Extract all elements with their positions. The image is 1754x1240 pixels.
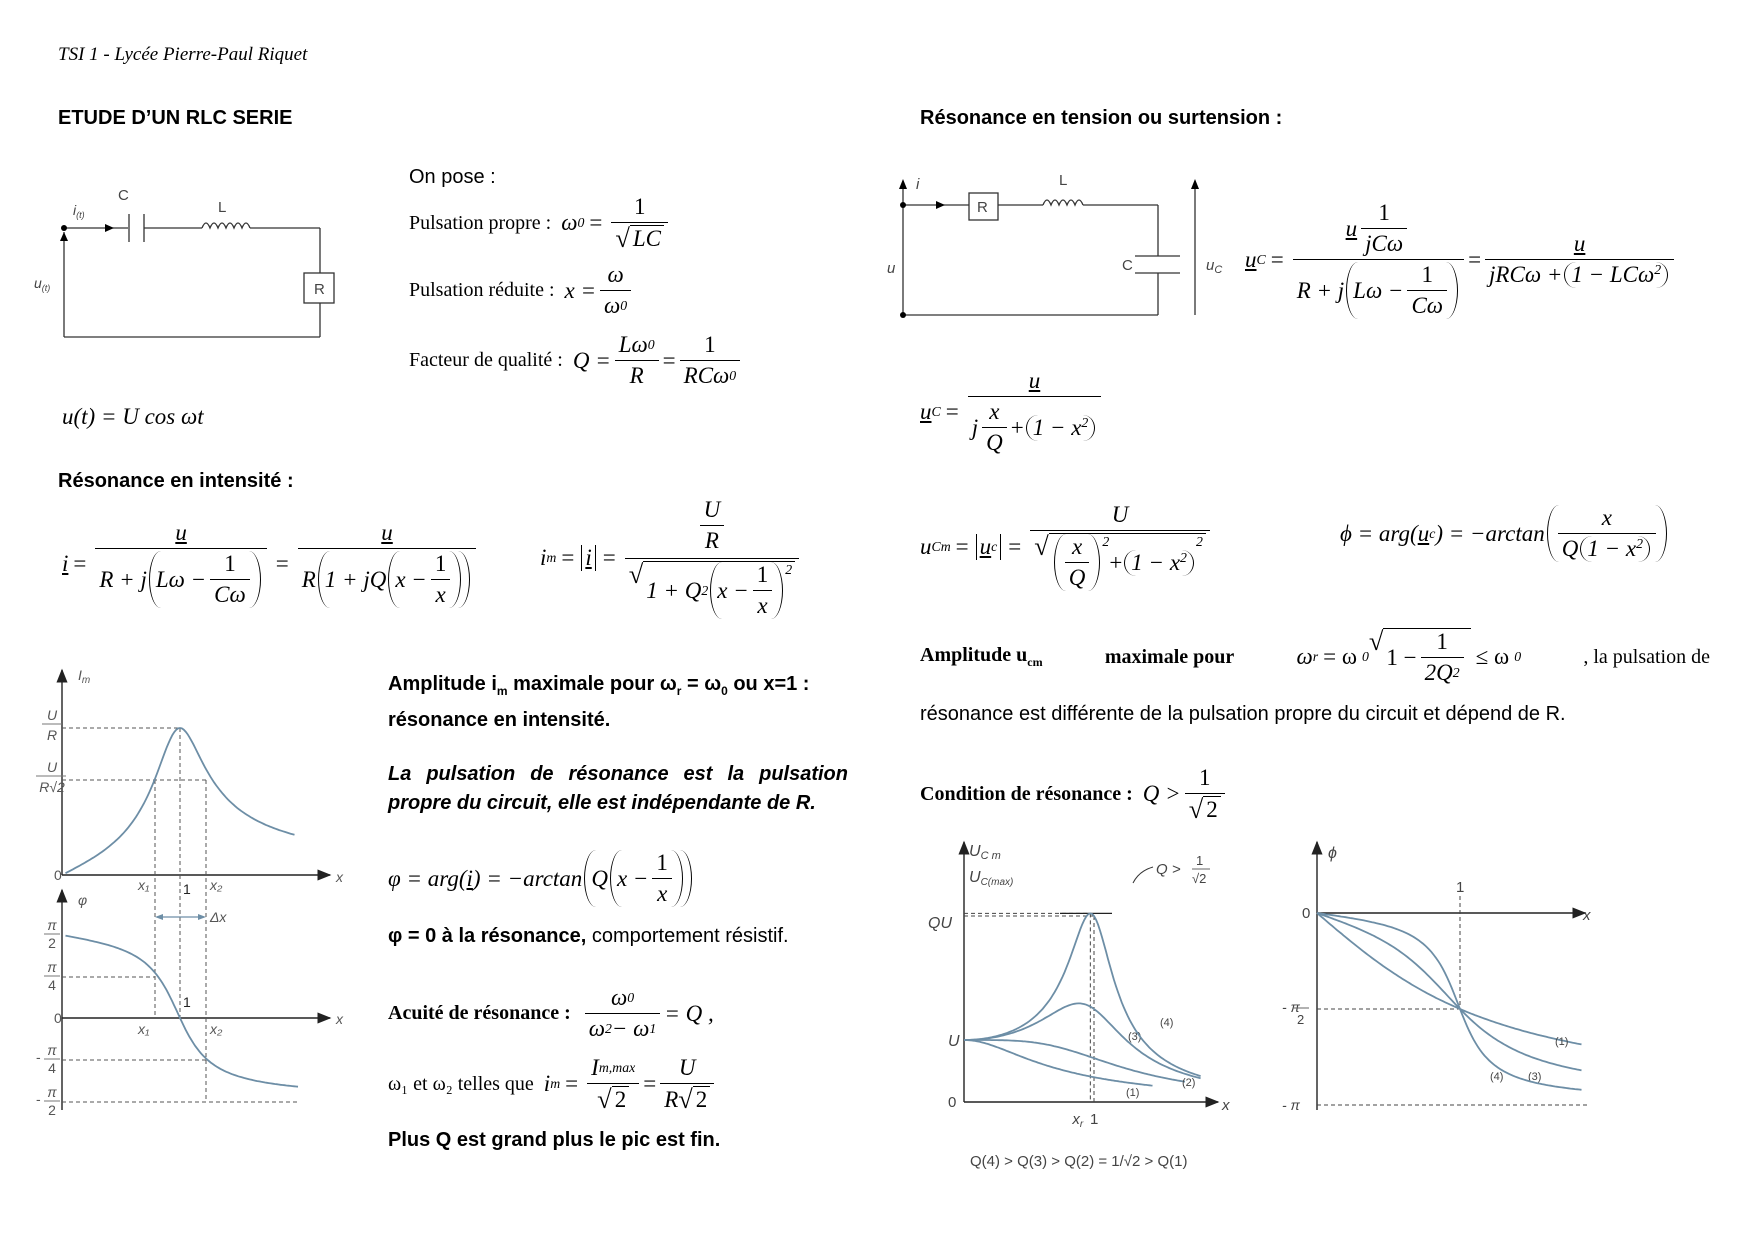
voltage-phase-curve-label: (1) <box>1555 1036 1569 1048</box>
paragraph-voltage-resonance-dependence: résonance est différente de la pulsation propre du circuit et dépend de R. <box>920 703 1566 725</box>
formula-capacitor-voltage: u C = u $\frac{1}{\text{jCω}}$ R + j Lω − $\frac{1}{C\omega}$ = u jRCω + 1 − LCω $^2$ <box>1245 200 1678 319</box>
ucm-curve-label: (1) <box>1126 1087 1140 1099</box>
svg-text:L: L <box>1059 172 1068 189</box>
paragraph-voltage-amplitude: Amplitude $u_{cm}$ maximale pour ω r = ω 0 √ 1 − 1 2Q 2 ≤ ω 0 , la pulsation de <box>920 628 1710 686</box>
formula-cutoff-pulsations: ω₁ et ω₂ telles que i m = I m,max √ 2 = U R √ 2 <box>388 1055 718 1113</box>
ucm-curve-label: (2) <box>1182 1077 1196 1089</box>
document-header: TSI 1 - Lycée Pierre-Paul Riquet <box>58 44 308 65</box>
voltage-resonance-graphs <box>900 830 1754 1190</box>
current-label: $i_{(t)}$ <box>73 202 85 220</box>
svg-text:UC m: UC m <box>969 843 1001 862</box>
svg-text:x₂: x₂ <box>210 1021 223 1037</box>
voltage-phase-curve-label: (3) <box>1528 1071 1542 1083</box>
formula-resonance-condition: Condition de résonance : Q > 1 √ 2 <box>920 765 1229 823</box>
ucm-curve-label: (3) <box>1128 1031 1142 1043</box>
svg-text:Q >: Q > <box>1156 861 1181 878</box>
svg-text:x₁: x₁ <box>138 1021 150 1037</box>
svg-text:1: 1 <box>1090 1111 1099 1128</box>
svg-text:π: π <box>47 917 57 933</box>
rc-voltage-circuit-diagram <box>875 165 1235 335</box>
phi-curve <box>66 936 299 1087</box>
svg-text:0: 0 <box>54 1010 62 1026</box>
paragraph-current-amplitude: Amplitude $i_m$ maximale pour $\omega_r = \omega_0$ ou x=1 : résonance en intensité. <box>388 673 810 731</box>
svg-text:R√2: R√2 <box>39 779 65 795</box>
svg-text:UC(max): UC(max) <box>969 869 1014 888</box>
svg-text:U: U <box>948 1033 960 1050</box>
paragraph-resonance-pulsation: La pulsation de résonance est la pulsation propre du circuit, elle est indépendante de R. <box>388 763 848 814</box>
svg-text:uC: $u_C$ <box>1206 257 1223 276</box>
section-title-rlc: ETUDE D’UN RLC SERIE <box>58 107 293 129</box>
ucm-curve <box>964 913 1201 1076</box>
svg-text:x: x <box>1222 1097 1230 1114</box>
svg-text:√2: √2 <box>1192 871 1207 886</box>
section-title-intensity-resonance: Résonance en intensité : <box>58 470 294 492</box>
formula-current-phase: φ = arg( i ) = −arctan Q x − $\frac{1}{x}$ <box>388 850 694 907</box>
formula-capacitor-voltage-amplitude: u Cm = u c = U √ $\frac{x}{Q}$ $^2$ + 1 − x $^2$ $^2$ <box>920 502 1214 591</box>
svg-text:2: 2 <box>48 1102 56 1118</box>
formula-capacitor-voltage-phase: ϕ = arg( u c ) = −arctan x Q 1 − x $^2$ <box>1340 505 1669 562</box>
formula-acuity: Acuité de résonance : ω 0 ω 2 − ω 1 = Q , <box>388 985 714 1041</box>
svg-text:π: π <box>47 959 57 975</box>
capacitor-label: C <box>118 187 129 204</box>
formula-complex-current: i = u R + j Lω − $\frac{1}{C\omega}$ = u R 1 + jQ x − $\frac{1}{x}$ <box>62 520 480 608</box>
svg-text:π: π <box>47 1084 57 1100</box>
voltage-phase-curve <box>1317 913 1582 1070</box>
svg-text:0: 0 <box>948 1094 957 1111</box>
svg-text:U: U <box>46 707 58 723</box>
svg-text:2: 2 <box>48 935 56 951</box>
svg-text:- π: - π <box>1282 999 1300 1015</box>
voltage-phase-curve <box>1317 913 1582 1090</box>
svg-text:1: 1 <box>183 994 191 1010</box>
current-resonance-graphs <box>0 650 400 1130</box>
resistor-label: R <box>314 281 325 298</box>
svg-text:u: u <box>887 260 896 277</box>
svg-text:x₁: x₁ <box>138 877 150 893</box>
section-title-voltage-resonance: Résonance en tension ou surtension : <box>920 107 1283 129</box>
svg-text:1: 1 <box>183 881 191 897</box>
inductor-label: L <box>218 199 227 216</box>
svg-text:x₂: x₂ <box>210 877 223 893</box>
svg-text:φ: φ <box>78 892 88 908</box>
svg-text:2: 2 <box>1297 1012 1305 1027</box>
svg-text:4: 4 <box>48 1060 56 1076</box>
svg-text:0: 0 <box>1302 905 1311 922</box>
svg-text:-: - <box>36 1049 41 1065</box>
formula-current-amplitude: i m = i = $\frac{U}{R}$ √ 1 + Q 2 x − $\frac{1}{x}$ $^2$ <box>540 497 803 619</box>
svg-text:ϕ: ϕ <box>1328 845 1337 862</box>
svg-text:QU: QU <box>928 915 952 932</box>
svg-text:R: R <box>977 199 988 216</box>
svg-text:C: C <box>1122 257 1133 274</box>
svg-text:1: 1 <box>1196 853 1204 868</box>
svg-text:U: U <box>46 759 58 775</box>
formula-input-voltage: u(t) = U cos ωt <box>62 404 204 429</box>
formula-capacitor-voltage-reduced: u C = u j $\frac{x}{Q}$ + 1 − x $^2$ <box>920 368 1105 456</box>
voltage-label: $u_{(t)}$ <box>34 275 51 293</box>
im-axis-label: $I_m$ <box>78 667 91 686</box>
voltage-phase-curve-label: (4) <box>1490 1071 1504 1083</box>
svg-text:0: 0 <box>54 867 62 883</box>
on-pose-label: On pose : <box>409 166 496 188</box>
svg-text:x: x <box>336 1011 343 1027</box>
svg-text:1: 1 <box>1456 879 1465 896</box>
svg-text:x: x <box>336 869 343 885</box>
quality-factor-ordering-caption: Q(4) > Q(3) > Q(2) = 1/√2 > Q(1) <box>970 1153 1188 1170</box>
svg-text:- π: - π <box>1282 1097 1300 1113</box>
svg-text:xr: $x_r$ <box>1072 1111 1084 1130</box>
svg-text:Δx: Δx <box>210 909 227 925</box>
svg-text:x: x <box>1583 907 1591 924</box>
svg-text:i: i <box>916 176 920 193</box>
formula-reduced-pulsation: Pulsation réduite : x = ω ω 0 <box>409 262 635 319</box>
annotation-arrow <box>1133 867 1153 883</box>
svg-text:R: R <box>46 727 58 743</box>
formula-natural-pulsation: Pulsation propre : ω 0 = 1 √ LC <box>409 194 672 252</box>
paragraph-phase-zero: φ = 0 à la résonance, comportement résistif. <box>388 925 789 947</box>
ucm-curve <box>964 1040 1185 1082</box>
svg-text:-: - <box>36 1091 41 1107</box>
svg-text:4: 4 <box>48 977 56 993</box>
paragraph-peak-sharpness: Plus Q est grand plus le pic est fin. <box>388 1129 721 1151</box>
svg-text:π: π <box>47 1042 57 1058</box>
formula-quality-factor: Facteur de qualité : Q = Lω 0 R = 1 RCω 0 <box>409 332 744 389</box>
voltage-phase-curve <box>1317 913 1582 1044</box>
ucm-curve-label: (4) <box>1160 1017 1174 1029</box>
rlc-circuit-diagram <box>20 170 360 360</box>
